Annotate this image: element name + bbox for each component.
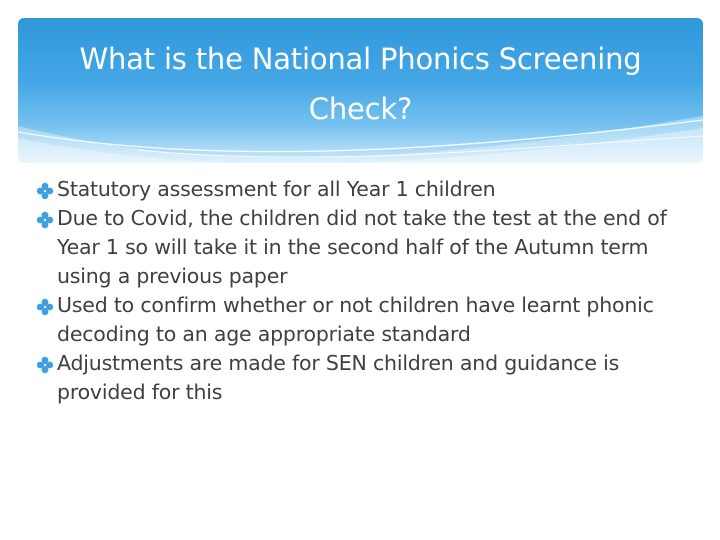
bullet-text: Used to confirm whether or not children have learnt phonic decoding to an age appropriate standard <box>57 293 654 346</box>
bullet-text: Due to Covid, the children did not take the test at the end of Year 1 so will take it in the second half of the Autumn term using a previous paper <box>57 206 667 288</box>
bullet-item <box>36 175 686 204</box>
bullet-text: Statutory assessment for all Year 1 children <box>57 177 496 201</box>
slide-title <box>18 34 703 134</box>
bullet-item <box>36 204 686 291</box>
quatrefoil-diamond-icon <box>36 211 54 229</box>
title-banner <box>18 18 703 163</box>
quatrefoil-diamond-icon <box>36 356 54 374</box>
bullet-list <box>36 175 686 407</box>
quatrefoil-diamond-icon <box>36 182 54 200</box>
bullet-item <box>36 291 686 349</box>
quatrefoil-diamond-icon <box>36 298 54 316</box>
bullet-text: Adjustments are made for SEN children and guidance is provided for this <box>57 351 620 404</box>
bullet-item <box>36 349 686 407</box>
slide-title-line-1: What is the National Phonics Screening <box>79 42 642 76</box>
slide-title-line-2: Check? <box>308 92 413 126</box>
